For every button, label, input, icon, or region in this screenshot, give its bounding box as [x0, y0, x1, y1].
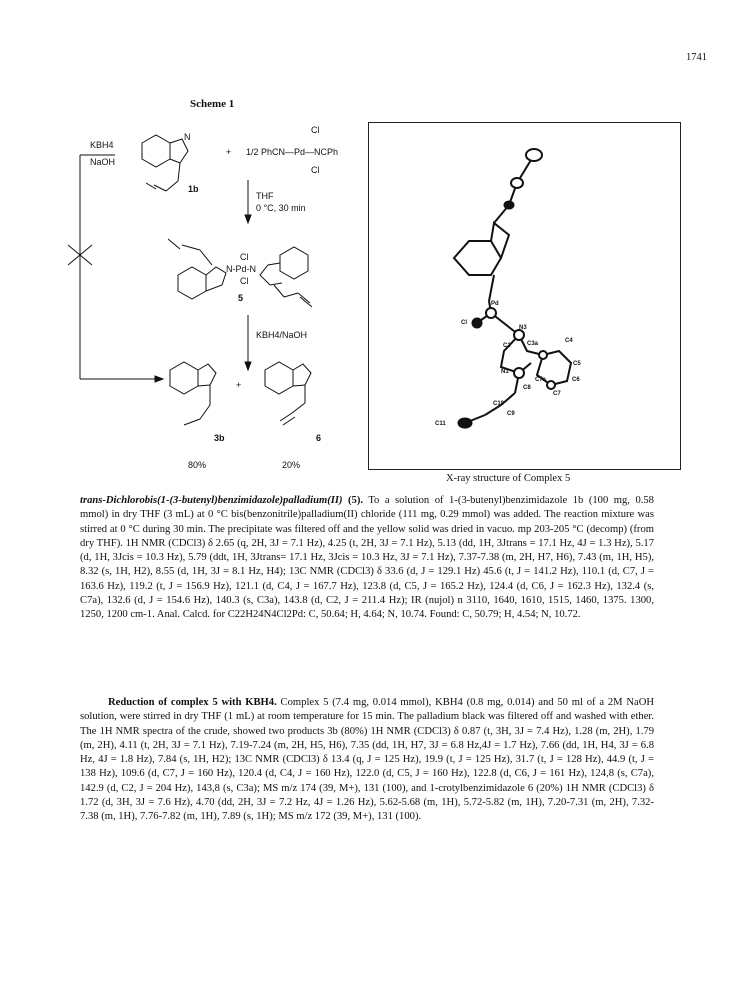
atom-c11: C11 — [435, 421, 446, 427]
page-number: 1741 — [686, 52, 707, 63]
reagent-kbh4: KBH4 — [90, 140, 114, 150]
paragraph-synthesis — [80, 494, 654, 623]
atom-c10: C10 — [493, 401, 505, 407]
atom-c9: C9 — [507, 411, 515, 417]
plus-sign: + — [226, 147, 232, 157]
atom-n3: N3 — [519, 325, 527, 331]
scheme-title: Scheme 1 — [190, 98, 235, 110]
cl-top: Cl — [311, 125, 320, 135]
n-atom-label: N — [184, 132, 191, 142]
arrow-head — [155, 376, 163, 382]
reaction-scheme — [60, 115, 370, 495]
atom-n1: N1 — [501, 369, 509, 375]
paragraph2-heading: Reduction of complex 5 with KBH4. — [108, 697, 277, 708]
xray-drawing — [369, 123, 680, 469]
paragraph-reduction — [80, 696, 654, 825]
complex-cl-bottom: Cl — [240, 276, 249, 286]
reagent-naoh: NaOH — [90, 157, 116, 167]
pd-reagent: 1/2 PhCN—Pd—NCPh — [246, 147, 339, 157]
atom-c2: C2 — [503, 343, 511, 349]
complex-center: N-Pd-N — [226, 264, 257, 274]
complex-cl-top: Cl — [240, 252, 249, 262]
atom-c6: C6 — [572, 377, 580, 383]
plus-sign-2: + — [236, 380, 242, 390]
yield-6: 20% — [282, 460, 301, 470]
paragraph2-text: Complex 5 (7.4 mg, 0.014 mmol), KBH4 (0.8 mg, 0.014) and 50 ml of a 2M NaOH solution, were stirred in dry THF (1 mL) at room temperature for 15 min. The palladium black was filtered off and washed with ether. The 1H NMR spectra of the crude, showed two products 3b (80%) 1H NMR (CDCl3) δ 0.87 (t, 3H, 3J = 7.4 Hz), 1.28 (m, 2H), 1.79 (m, 2H), 4.11 (t, 2H, 3J = 7.1 Hz), 7.19-7.24 (m, 2H, H5, H6), 7.35 (dd, 1H, H7, 3J = 6.8 Hz,4J = 1.7 Hz), 7.66 (dd, 1H, H4, 3J = 6.8 Hz, 4J = 1.8 Hz), 7.84 (s, 1H, H2); 13C NMR (CDCl3) δ 13.4 (q, J = 125 Hz), 19.9 (t, J = 125 Hz), 31.7 (t, J = 128 Hz), 44.9 (t, J = 138 Hz), 109.6 (d, C7, J = 160 Hz), 120.4 (d, C4, J = 160 Hz), 122.0 (d, C5, J = 160 Hz), 122.8 (d, C6, J = 161 Hz), 124,8 (s, C7a), 142.9 (d, C2, J = 204 Hz), 143,8 (s, C3a); MS m/z 174 (39, M+), 131 (100), and 1-crotylbenzimidazole 6 (20%) 1H NMR (CDCl3) δ 1.72 (d, 3H, 3J = 7.6 Hz), 4.70 (dd, 2H, 3J = 7.2 Hz, 4J = 1.26 Hz), 5.62-5.68 (m, 1H), 5.72-5.82 (m, 1H), 7.20-7.31 (m, 2H), 7.32-7.38 (m, 1H), 7.76-7.82 (m, 1H), 7.89 (s, 1H); MS m/z 172 (39, M+), 131 (100). — [80, 697, 654, 823]
xray-structure-box — [368, 122, 681, 470]
atom-c7: C7 — [553, 391, 561, 397]
yield-3b: 80% — [188, 460, 207, 470]
xray-caption: X-ray structure of Complex 5 — [446, 473, 571, 484]
label-5: 5 — [238, 293, 244, 303]
label-1b: 1b — [188, 184, 199, 194]
atom-c5: C5 — [573, 361, 581, 367]
atom-c7a: C7a — [535, 377, 547, 383]
condition-temp: 0 °C, 30 min — [256, 203, 306, 213]
atom-cl: Cl — [461, 320, 467, 326]
paragraph1-text: To a solution of 1-(3-butenyl)benzimidazole 1b (100 mg, 0.58 mmol) in dry THF (3 mL) at 0 °C bis(benzonitrile)palladium(II) chloride (111 mg, 0.29 mmol) was added. The reaction mixture was stirred at 0 °C during 30 min. The precipitate was filtered off and the yellow solid was dried in vacuo. mp 203-205 °C (decomp) (from dry THF). 1H NMR (CDCl3) δ 2.65 (q, 2H, 3J = 7.1 Hz), 4.25 (t, 2H, 3J = 7.1 Hz), 5.13 (dd, 1H, 3Jtrans = 17.1 Hz, 4J = 1.3 Hz), 5.17 (d, 1H, 3Jcis = 10.3 Hz), 5.79 (ddt, 1H, 3Jtrans= 17.1 Hz, 3Jcis = 10.3 Hz, 3J = 7.1 Hz), 7.37-7.38 (m, 2H, H7, H6), 7.43 (m, 1H, H5), 8.32 (s, 1H, H2), 8.55 (d, 1H, 3J = 8.1 Hz, H4); 13C NMR (CDCl3) δ 33.6 (d, J = 129.1 Hz) 45.6 (t, J = 141.2 Hz), 110.1 (d, C7, J = 163.6 Hz), 119.2 (t, J = 156.9 Hz), 121.1 (d, C4, J = 167.7 Hz), 123.8 (d, C5, J = 165.2 Hz), 124.4 (d, C6, J = 162.3 Hz), 132.4 (s, C7a), 132.6 (d, J = 154.6 Hz), 140.3 (s, C3a), 143.8 (d, C2, J = 211.4 Hz); IR (nujol) n 3110, 1640, 1610, 1515, 1460, 1375. 1300, 1250, 1200 cm-1. Anal. Calcd. for C22H24N4Cl2Pd: C, 50.64; H, 4.64; N, 10.74. Found: C, 50.79; H, 4.54; N, 10.72. — [80, 495, 654, 621]
paragraph1-heading: trans-Dichlorobis(1-(3-butenyl)benzimidazole)palladium(II) (5). — [80, 495, 364, 506]
label-3b: 3b — [214, 433, 225, 443]
atom-c8: C8 — [523, 385, 531, 391]
atom-c3a: C3a — [527, 341, 539, 347]
cl-bottom: Cl — [311, 165, 320, 175]
condition-kbh4-naoh: KBH4/NaOH — [256, 330, 308, 340]
atom-c4: C4 — [565, 338, 573, 344]
condition-thf: THF — [256, 191, 274, 201]
label-6: 6 — [316, 433, 322, 443]
atom-pd: Pd — [491, 301, 499, 307]
benzene-ring-1b — [142, 135, 170, 167]
